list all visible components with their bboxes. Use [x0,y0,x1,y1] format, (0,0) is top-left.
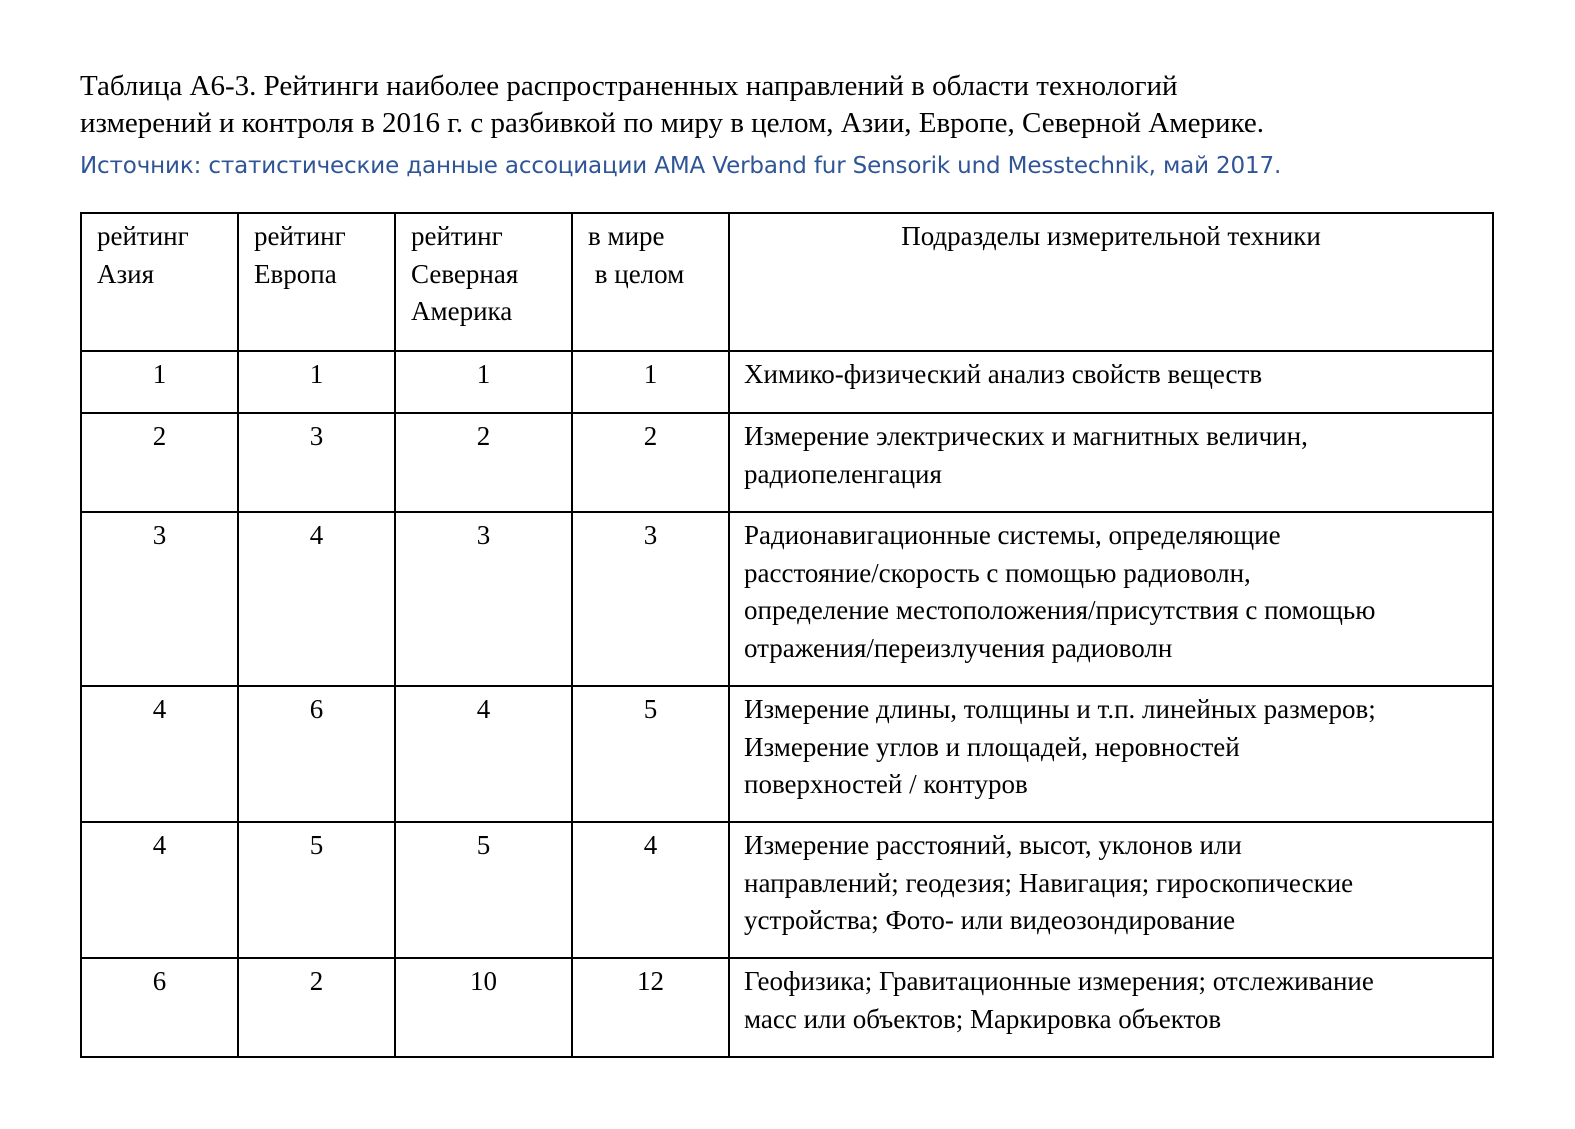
cell-rating-world: 3 [572,512,729,686]
header-asia [81,213,238,351]
cell-rating-europe: 5 [238,822,395,958]
description-line: расстояние/скорость с помощью радиоволн, [744,557,1251,588]
cell-subsection-description [729,958,1493,1057]
header-line: рейтинг [411,221,503,251]
cell-rating-north-america: 10 [395,958,572,1057]
header-line: в мире [588,221,665,251]
cell-subsection-description [729,686,1493,822]
description-line: масс или объектов; Маркировка объектов [744,1003,1222,1034]
source-note: Источник: статистические данные ассоциации AMA Verband fur Sensorik und Messtechnik, май 2017. [80,153,1282,179]
header-subsections [729,213,1493,351]
description-line: Радионавигационные системы, определяющие [744,520,1281,550]
cell-rating-north-america: 3 [395,512,572,686]
cell-rating-world: 1 [572,351,729,413]
description-line: радиопеленгация [744,458,942,489]
table-header-row [81,213,1493,351]
table-row [81,512,1493,686]
cell-rating-europe: 4 [238,512,395,686]
cell-subsection-description [729,351,1493,413]
header-world [572,213,729,351]
description-line: устройства; Фото- или видеозондирование [744,905,1236,935]
table-row [81,351,1493,413]
cell-rating-asia: 1 [81,351,238,413]
description-line: определение местоположения/присутствия с помощью [744,595,1376,625]
cell-rating-world: 12 [572,958,729,1057]
cell-subsection-description [729,512,1493,686]
table-row [81,686,1493,822]
header-line: в целом [588,258,685,289]
description-line: Измерение расстояний, высот, уклонов или [744,830,1242,860]
cell-rating-north-america: 5 [395,822,572,958]
cell-rating-world: 5 [572,686,729,822]
table-row [81,413,1493,512]
description-line: Измерение электрических и магнитных величин, [744,421,1308,451]
description-line: Геофизика; Гравитационные измерения; отслеживание [744,966,1374,996]
cell-rating-europe: 3 [238,413,395,512]
header-line: Азия [97,258,155,289]
ratings-table [80,212,1494,1058]
cell-rating-asia: 4 [81,686,238,822]
cell-subsection-description [729,822,1493,958]
cell-rating-world: 4 [572,822,729,958]
header-line: рейтинг [254,221,346,251]
cell-rating-asia: 3 [81,512,238,686]
table-row [81,822,1493,958]
cell-rating-asia: 4 [81,822,238,958]
cell-rating-asia: 2 [81,413,238,512]
cell-rating-asia: 6 [81,958,238,1057]
header-line: Америка [411,296,513,326]
description-line: Измерение углов и площадей, неровностей [744,731,1240,762]
header-europe [238,213,395,351]
cell-rating-europe: 2 [238,958,395,1057]
description-line: Измерение длины, толщины и т.п. линейных размеров; [744,694,1376,724]
cell-rating-north-america: 2 [395,413,572,512]
description-line: отражения/переизлучения радиоволн [744,632,1173,663]
table-row [81,958,1493,1057]
cell-rating-north-america: 1 [395,351,572,413]
header-line: Подразделы измерительной техники [901,221,1321,251]
header-line: Европа [254,258,337,289]
header-north-america [395,213,572,351]
cell-rating-europe: 6 [238,686,395,822]
cell-rating-north-america: 4 [395,686,572,822]
cell-rating-europe: 1 [238,351,395,413]
cell-subsection-description [729,413,1493,512]
caption-line: Таблица А6-3. Рейтинги наиболее распространенных направлений в области технологий [80,70,1178,102]
header-line: Северная [411,258,519,289]
description-line: Химико-физический анализ свойств веществ [744,359,1263,389]
table-body [81,351,1493,1057]
table-caption [80,68,1520,142]
header-line: рейтинг [97,221,189,251]
caption-line: измерений и контроля в 2016 г. с разбивкой по миру в целом, Азии, Европе, Северной Америке. [80,107,1264,139]
description-line: поверхностей / контуров [744,769,1028,799]
cell-rating-world: 2 [572,413,729,512]
description-line: направлений; геодезия; Навигация; гироскопические [744,867,1354,898]
